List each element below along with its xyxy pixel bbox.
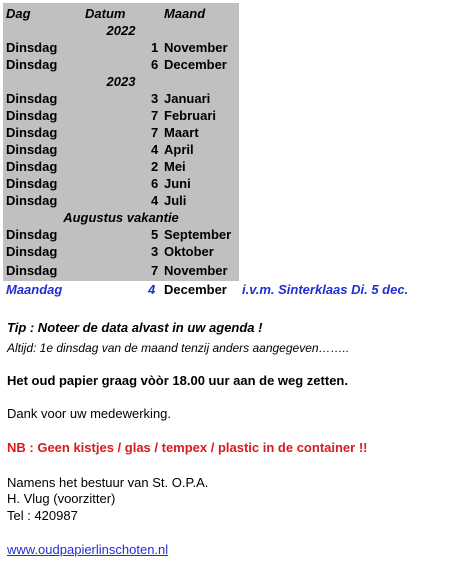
vacation-label: Augustus vakantie bbox=[63, 210, 179, 225]
year-label-2023: 2023 bbox=[106, 74, 136, 89]
signature-line-1: Namens het bestuur van St. O.P.A. bbox=[7, 475, 209, 490]
table-row bbox=[3, 141, 239, 158]
row-day: Dinsdag bbox=[6, 244, 58, 259]
table-row bbox=[3, 262, 239, 279]
table-row bbox=[3, 192, 239, 209]
row-day: Dinsdag bbox=[6, 91, 58, 106]
signature-phone: Tel : 420987 bbox=[7, 508, 78, 523]
signature-line-2: H. Vlug (voorzitter) bbox=[7, 491, 116, 506]
row-day: Dinsdag bbox=[6, 40, 58, 55]
table-row bbox=[3, 124, 239, 141]
row-date: 1 bbox=[151, 40, 159, 55]
row-month: Mei bbox=[164, 159, 186, 174]
row-month: September bbox=[164, 227, 232, 242]
table-row bbox=[3, 56, 239, 73]
row-date: 4 bbox=[151, 193, 159, 208]
row-day: Dinsdag bbox=[6, 227, 58, 242]
row-month: December bbox=[164, 282, 227, 297]
warning-text: NB : Geen kistjes / glas / tempex / plastic in de container !! bbox=[7, 440, 368, 455]
row-date: 6 bbox=[151, 176, 159, 191]
tip-text: Tip : Noteer de data alvast in uw agenda ! bbox=[7, 320, 263, 335]
row-month: April bbox=[164, 142, 194, 157]
row-day: Dinsdag bbox=[6, 176, 58, 191]
row-day: Dinsdag bbox=[6, 159, 58, 174]
row-month: Oktober bbox=[164, 244, 214, 259]
table-row bbox=[3, 158, 239, 175]
table-row bbox=[3, 243, 239, 260]
row-day: Maandag bbox=[6, 282, 63, 297]
row-date: 5 bbox=[151, 227, 159, 242]
year-row-2023 bbox=[3, 73, 239, 90]
row-date: 3 bbox=[151, 244, 159, 259]
row-month: Juni bbox=[164, 176, 191, 191]
row-date: 4 bbox=[151, 142, 159, 157]
row-date: 2 bbox=[151, 159, 159, 174]
paper-time-notice: Het oud papier graag vòòr 18.00 uur aan de weg zetten. bbox=[7, 373, 348, 388]
year-label-2022: 2022 bbox=[106, 23, 136, 38]
table-row bbox=[3, 39, 239, 56]
row-month: Januari bbox=[164, 91, 211, 106]
row-month: November bbox=[164, 40, 228, 55]
row-date: 4 bbox=[148, 282, 156, 297]
table-row bbox=[3, 226, 239, 243]
table-row bbox=[3, 90, 239, 107]
header-month: Maand bbox=[164, 6, 206, 21]
exception-note: i.v.m. Sinterklaas Di. 5 dec. bbox=[242, 282, 409, 297]
table-row bbox=[3, 175, 239, 192]
row-month: Maart bbox=[164, 125, 199, 140]
row-day: Dinsdag bbox=[6, 125, 58, 140]
row-day: Dinsdag bbox=[6, 142, 58, 157]
row-day: Dinsdag bbox=[6, 108, 58, 123]
row-day: Dinsdag bbox=[6, 193, 58, 208]
row-date: 7 bbox=[151, 125, 159, 140]
header-date: Datum bbox=[85, 6, 126, 21]
always-note: Altijd: 1e dinsdag van de maand tenzij anders aangegeven…….. bbox=[7, 341, 350, 355]
header-day: Dag bbox=[6, 6, 31, 21]
row-date: 3 bbox=[151, 91, 159, 106]
row-date: 6 bbox=[151, 57, 159, 72]
year-row-2022 bbox=[3, 22, 239, 39]
row-date: 7 bbox=[151, 108, 159, 123]
row-month: Juli bbox=[164, 193, 187, 208]
row-month: Februari bbox=[164, 108, 217, 123]
row-day: Dinsdag bbox=[6, 57, 58, 72]
table-row-exception bbox=[3, 281, 443, 298]
row-month: November bbox=[164, 263, 228, 278]
website-link[interactable]: www.oudpapierlinschoten.nl bbox=[7, 542, 169, 557]
row-day: Dinsdag bbox=[6, 263, 58, 278]
row-date: 7 bbox=[151, 263, 159, 278]
row-month: December bbox=[164, 57, 227, 72]
vacation-row bbox=[3, 209, 239, 226]
table-row bbox=[3, 107, 239, 124]
table-header-row bbox=[3, 5, 239, 22]
thanks-text: Dank voor uw medewerking. bbox=[7, 406, 172, 421]
collection-schedule-table bbox=[3, 3, 239, 281]
